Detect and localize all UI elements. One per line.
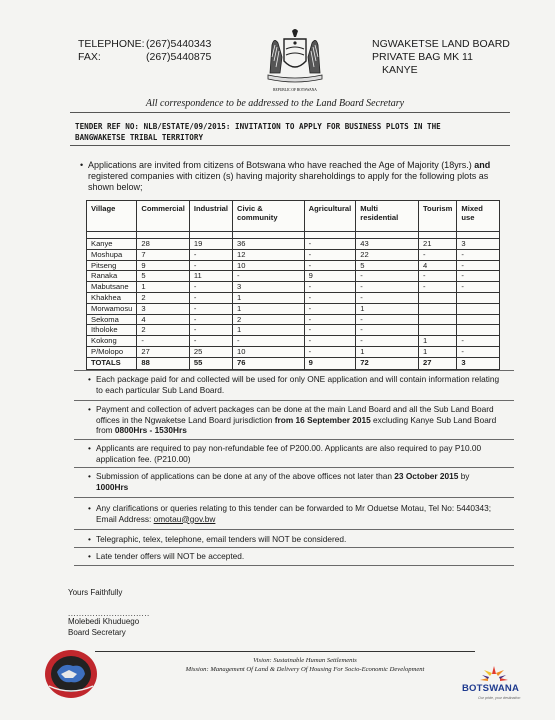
plot-count-cell: - [356, 336, 419, 347]
plot-count-cell: - [189, 292, 232, 303]
plot-count-cell: - [356, 314, 419, 325]
plot-count-cell: 7 [137, 249, 189, 260]
package-text: Each package paid for and collected will be used for only ONE application and will contain information relating to each particular Sub Land Board. [96, 374, 500, 395]
contact-block [78, 38, 211, 64]
totals-value-cell: 27 [418, 357, 456, 369]
plot-count-cell: - [356, 292, 419, 303]
plot-count-cell: 27 [137, 346, 189, 357]
submission-deadline-time: 1000Hrs [96, 481, 129, 492]
table-header-cell: Village [87, 201, 137, 232]
table-row [87, 325, 500, 336]
bullet-dot-icon: • [88, 471, 91, 481]
table-header-cell: Agricultural [304, 201, 356, 232]
table-cell [137, 232, 189, 239]
table-row [87, 260, 500, 271]
plot-count-cell: 2 [137, 292, 189, 303]
payment-hours: 0800Hrs - 1530Hrs [114, 425, 187, 435]
clarifications-bullet [88, 503, 512, 524]
plots-table [86, 200, 500, 370]
plot-count-cell: - [418, 271, 456, 282]
plot-count-cell: - [457, 260, 500, 271]
totals-value-cell: 72 [356, 357, 419, 369]
table-row [87, 249, 500, 260]
submission-text-a: Submission of applications can be done at any of the above offices not later than [96, 471, 395, 481]
section-divider [74, 565, 514, 566]
botswana-brand-text: BOTSWANA [462, 683, 520, 694]
intro-text-a: Applications are invited from citizens of Botswana who have reached the Age of Majority (18yrs.) [88, 160, 475, 170]
section-divider [74, 467, 514, 468]
plot-count-cell: 43 [356, 239, 419, 250]
plot-count-cell: 36 [233, 239, 305, 250]
plot-count-cell: 5 [137, 271, 189, 282]
plot-count-cell: - [356, 325, 419, 336]
vision-statement: Vision: Sustainable Human Settlements [253, 657, 357, 664]
plot-count-cell: 1 [233, 292, 305, 303]
footer-divider [95, 651, 475, 652]
totals-value-cell: 3 [457, 357, 500, 369]
plot-count-cell [418, 292, 456, 303]
bullet-dot-icon: • [80, 160, 84, 170]
plot-count-cell: - [304, 292, 356, 303]
plot-count-cell: 1 [418, 346, 456, 357]
table-header-cell: Mixed use [457, 201, 500, 232]
bullet-dot-icon: • [88, 374, 91, 384]
plot-count-cell: - [189, 336, 232, 347]
bullet-dot-icon: • [88, 503, 91, 513]
table-cell [189, 232, 232, 239]
table-body [87, 232, 500, 370]
plot-count-cell [418, 314, 456, 325]
plot-count-cell: 21 [418, 239, 456, 250]
plot-count-cell: - [189, 325, 232, 336]
table-cell [418, 232, 456, 239]
plot-count-cell: 2 [233, 314, 305, 325]
table-row [87, 239, 500, 250]
crest-caption: REPUBLIC OF BOTSWANA [273, 88, 317, 92]
plot-count-cell: 19 [189, 239, 232, 250]
plot-count-cell: 9 [304, 271, 356, 282]
bullet-dot-icon: • [88, 551, 91, 561]
board-address-block [372, 38, 510, 77]
plot-count-cell [457, 325, 500, 336]
plot-count-cell: - [189, 314, 232, 325]
plot-count-cell: - [304, 346, 356, 357]
plot-count-cell: 3 [457, 239, 500, 250]
payment-start-date: from 16 September 2015 [274, 414, 371, 425]
package-bullet [88, 374, 506, 395]
plot-count-cell: 1 [233, 303, 305, 314]
section-divider [74, 400, 514, 401]
plot-count-cell: 1 [233, 325, 305, 336]
table-totals-row [87, 357, 500, 369]
tender-title [75, 121, 505, 143]
plot-count-cell: - [304, 249, 356, 260]
table-header-cell: Commercial [137, 201, 189, 232]
correspondence-note: All correspondence to be addressed to the Land Board Secretary [145, 98, 405, 109]
payment-line-3a: from [96, 425, 115, 435]
section-divider [74, 439, 514, 440]
village-cell: Khakhea [87, 292, 137, 303]
plot-count-cell: 1 [356, 346, 419, 357]
table-row [87, 314, 500, 325]
bullet-dot-icon: • [88, 443, 91, 453]
signatory-block [68, 617, 139, 638]
plot-count-cell: 10 [233, 260, 305, 271]
table-cell [457, 232, 500, 239]
table-row [87, 336, 500, 347]
payment-line-2 [96, 415, 512, 426]
intro-text-bold: and [474, 160, 491, 170]
payment-line-1: Payment and collection of advert packages can be done at the main Land Board and all the Sub Land Board [96, 404, 494, 414]
fax-value: (267)5440875 [146, 51, 212, 63]
plot-count-cell: - [418, 249, 456, 260]
plot-count-cell: 11 [189, 271, 232, 282]
closing-salutation: Yours Faithfully [68, 588, 123, 597]
plot-count-cell: - [356, 271, 419, 282]
totals-value-cell: 9 [304, 357, 356, 369]
email-label: Email Address: [96, 513, 154, 524]
table-spacer-row [87, 232, 500, 239]
totals-label-cell: TOTALS [87, 357, 137, 369]
submission-bullet [88, 471, 496, 492]
plot-count-cell: - [137, 336, 189, 347]
plot-count-cell: 4 [137, 314, 189, 325]
table-row [87, 303, 500, 314]
tender-title-line-2: BANGWAKETSE TRIBAL TERRITORY [75, 133, 204, 142]
mission-statement: Mission: Management Of Land & Delivery Of Housing For Socio-Economic Development [185, 665, 425, 673]
late-offers-text: Late tender offers will NOT be accepted. [96, 551, 245, 561]
plot-count-cell: 3 [233, 282, 305, 293]
signatory-title: Board Secretary [68, 627, 126, 637]
signatory-name: Molebedi Khuduego [68, 617, 140, 626]
plot-count-cell: - [233, 336, 305, 347]
table-cell [233, 232, 305, 239]
plot-count-cell: - [304, 282, 356, 293]
plot-count-cell: 3 [137, 303, 189, 314]
tender-title-line-1: TENDER REF NO: NLB/ESTATE/09/2015: INVITATION TO APPLY FOR BUSINESS PLOTS IN THE [75, 122, 441, 131]
village-cell: Morwamosu [87, 303, 137, 314]
table-header-cell: Tourism [418, 201, 456, 232]
botswana-brand-tagline: Our pride, your destination [478, 696, 521, 700]
table-row [87, 271, 500, 282]
section-divider [74, 547, 514, 548]
botswana-coat-of-arms-icon [262, 27, 328, 95]
submission-text-b: by [458, 471, 470, 481]
telegraphic-bullet [88, 534, 496, 545]
plot-count-cell [457, 292, 500, 303]
table-header-cell: Civic & community [233, 201, 305, 232]
village-cell: Sekoma [87, 314, 137, 325]
intro-bullet [80, 160, 508, 193]
plot-count-cell [457, 314, 500, 325]
plot-count-cell [457, 303, 500, 314]
plot-count-cell: - [304, 336, 356, 347]
plot-count-cell [418, 325, 456, 336]
plot-count-cell: - [189, 249, 232, 260]
plot-count-cell: 2 [137, 325, 189, 336]
plot-count-cell: 1 [418, 336, 456, 347]
land-board-logo-icon [43, 648, 99, 700]
plot-count-cell: - [304, 303, 356, 314]
plot-count-cell: 9 [137, 260, 189, 271]
totals-value-cell: 88 [137, 357, 189, 369]
plot-count-cell: - [356, 282, 419, 293]
table-row [87, 292, 500, 303]
totals-value-cell: 55 [189, 357, 232, 369]
village-cell: Mabutsane [87, 282, 137, 293]
fax-label: FAX: [78, 51, 101, 63]
plot-count-cell: - [189, 303, 232, 314]
plot-count-cell [418, 303, 456, 314]
village-cell: Itholoke [87, 325, 137, 336]
plot-count-cell: - [457, 249, 500, 260]
plot-count-cell: 1 [356, 303, 419, 314]
fee-bullet [88, 443, 496, 464]
signature-line: .............................. [68, 609, 150, 618]
header-divider [70, 112, 510, 113]
fee-text: Applicants are required to pay non-refundable fee of P200.00. Applicants are also required to pay P10.00 application fee. (P210.00) [96, 443, 482, 464]
table-row [87, 282, 500, 293]
village-cell: Kokong [87, 336, 137, 347]
village-cell: P/Molopo [87, 346, 137, 357]
table-cell [87, 232, 137, 239]
plot-count-cell: 5 [356, 260, 419, 271]
plot-count-cell: - [304, 325, 356, 336]
title-divider [70, 145, 510, 146]
plot-count-cell: 4 [418, 260, 456, 271]
late-offers-bullet [88, 551, 496, 562]
payment-line-2a: offices in the Ngwaketse Land Board jurisdiction [96, 414, 275, 425]
plot-count-cell: - [189, 282, 232, 293]
plot-count-cell: 12 [233, 249, 305, 260]
footer-vision-mission [110, 657, 500, 674]
village-cell: Ranaka [87, 271, 137, 282]
section-divider [74, 497, 514, 498]
clarifications-text: Any clarifications or queries relating to this tender can be forwarded to Mr Oduetse Motau, Tel No: 5440343; [96, 503, 492, 513]
table-cell [356, 232, 419, 239]
totals-value-cell: 76 [233, 357, 305, 369]
plot-count-cell: - [233, 271, 305, 282]
plot-count-cell: - [457, 336, 500, 347]
plot-count-cell: - [457, 282, 500, 293]
payment-line-2b: excluding Kanye Sub Land Board [370, 414, 497, 425]
payment-line-3 [96, 425, 512, 436]
telegraphic-text: Telegraphic, telex, telephone, email tenders will NOT be considered. [96, 534, 347, 544]
plot-count-cell: 22 [356, 249, 419, 260]
section-divider [74, 370, 514, 371]
plot-count-cell: 25 [189, 346, 232, 357]
email-link[interactable]: omotau@gov.bw [153, 513, 216, 524]
village-cell: Pitseng [87, 260, 137, 271]
table-cell [304, 232, 356, 239]
board-private-bag: PRIVATE BAG MK 11 [372, 51, 473, 63]
bullet-dot-icon: • [88, 534, 91, 544]
board-town: KANYE [382, 64, 418, 76]
telephone-value: (267)5440343 [146, 38, 212, 50]
intro-text-b: registered companies with citizen (s) having majority shareholdings to apply for the following plots as shown below; [88, 171, 489, 192]
plot-count-cell: 28 [137, 239, 189, 250]
plot-count-cell: - [457, 346, 500, 357]
plot-count-cell: - [457, 271, 500, 282]
village-cell: Moshupa [87, 249, 137, 260]
board-name: NGWAKETSE LAND BOARD [372, 38, 510, 50]
village-cell: Kanye [87, 239, 137, 250]
plot-count-cell: 1 [137, 282, 189, 293]
submission-deadline-date: 23 October 2015 [394, 471, 459, 481]
plot-count-cell: - [418, 282, 456, 293]
table-header-cell: Industrial [189, 201, 232, 232]
payment-bullet [88, 404, 512, 436]
telephone-label: TELEPHONE: [78, 38, 145, 50]
plot-count-cell: 10 [233, 346, 305, 357]
table-row [87, 346, 500, 357]
plot-count-cell: - [304, 260, 356, 271]
table-header-row [87, 201, 500, 232]
plot-count-cell: - [304, 314, 356, 325]
section-divider [74, 529, 514, 530]
plot-count-cell: - [189, 260, 232, 271]
table-header-cell: Multi residential [356, 201, 419, 232]
plot-count-cell: - [304, 239, 356, 250]
bullet-dot-icon: • [88, 404, 91, 414]
